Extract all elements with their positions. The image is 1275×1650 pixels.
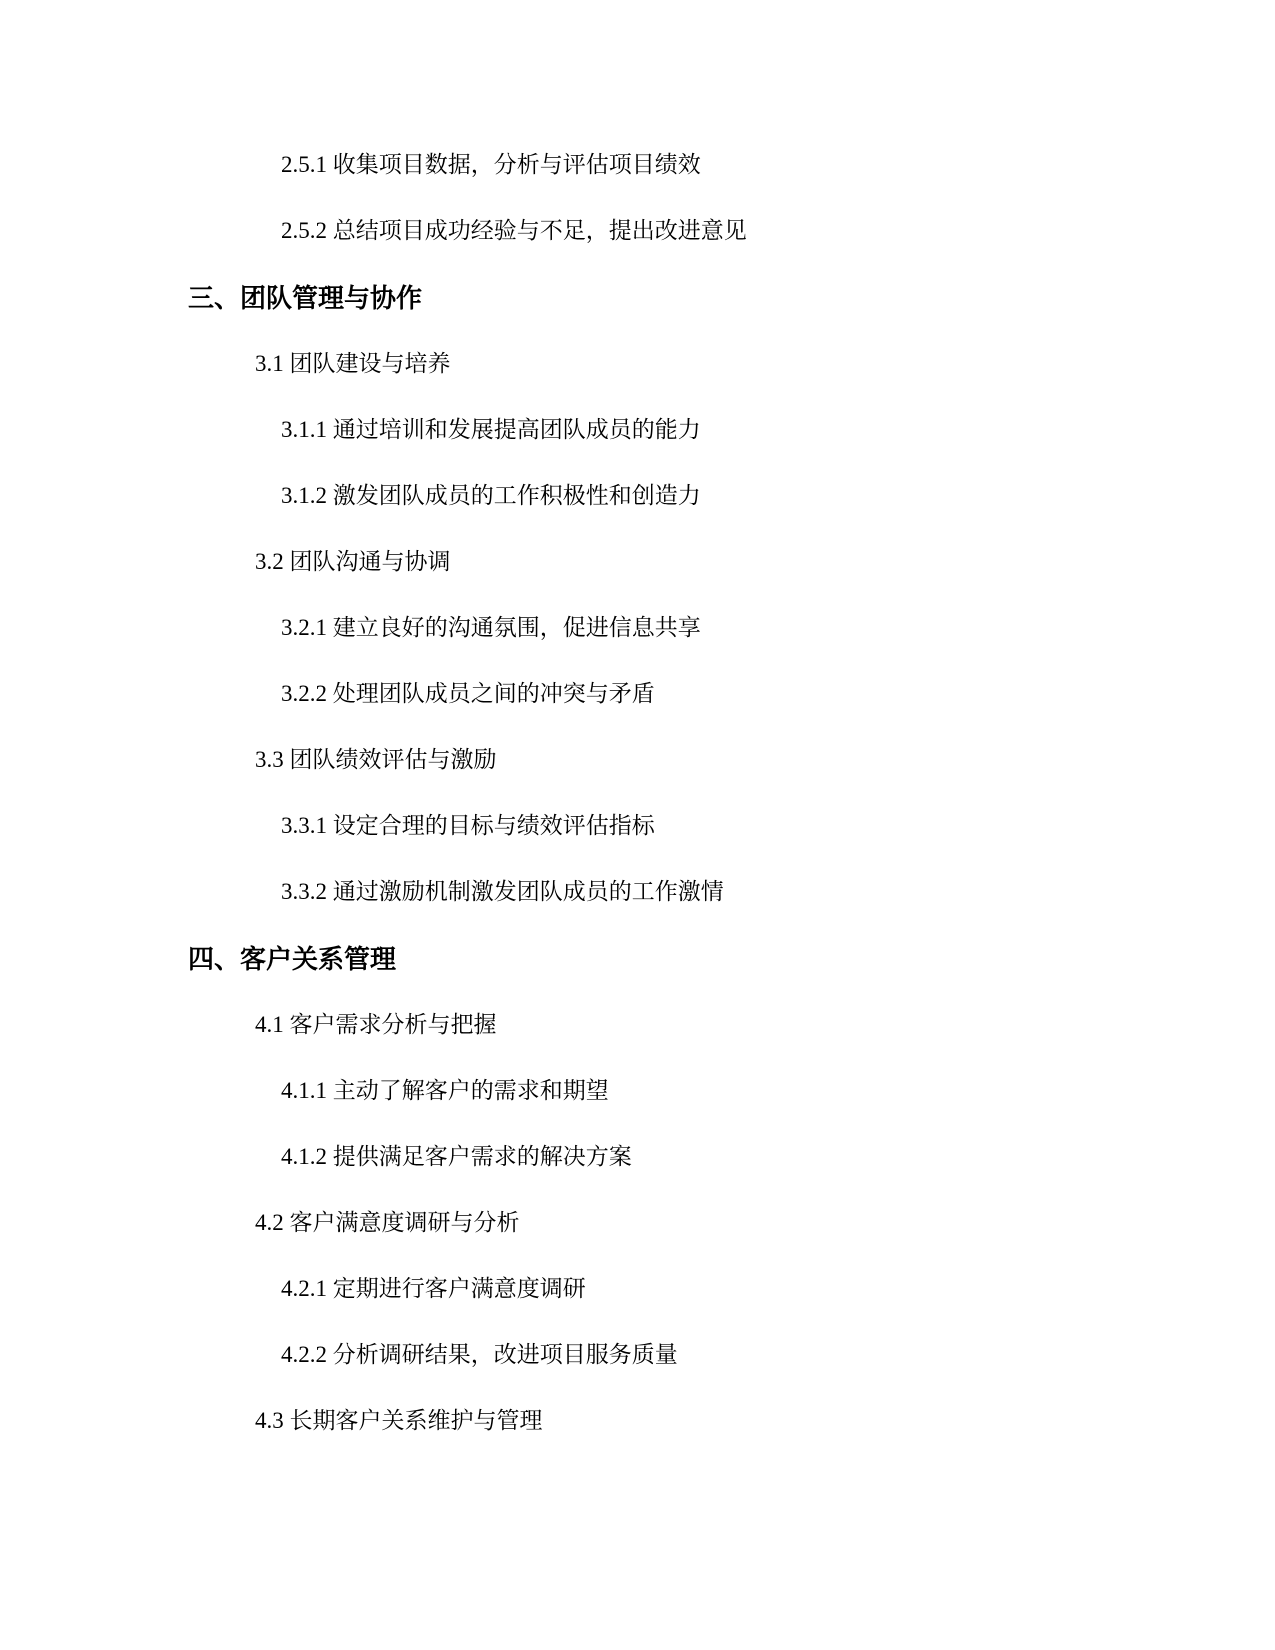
subsection-3-3: 3.3 团队绩效评估与激励 (255, 747, 497, 772)
subsection-2-5-2: 2.5.2 总结项目成功经验与不足，提出改进意见 (281, 218, 747, 243)
subsection-4-2-1: 4.2.1 定期进行客户满意度调研 (281, 1276, 586, 1301)
subsection-4-1-1: 4.1.1 主动了解客户的需求和期望 (281, 1078, 609, 1103)
section-heading-4: 四、客户关系管理 (188, 944, 397, 974)
subsection-4-2-2: 4.2.2 分析调研结果，改进项目服务质量 (281, 1342, 678, 1367)
subsection-4-1: 4.1 客户需求分析与把握 (255, 1012, 497, 1037)
subsection-3-2-1: 3.2.1 建立良好的沟通氛围，促进信息共享 (281, 615, 701, 640)
subsection-4-3: 4.3 长期客户关系维护与管理 (255, 1408, 543, 1433)
subsection-3-1-2: 3.1.2 激发团队成员的工作积极性和创造力 (281, 483, 701, 508)
subsection-3-1: 3.1 团队建设与培养 (255, 351, 451, 376)
subsection-4-2: 4.2 客户满意度调研与分析 (255, 1210, 520, 1235)
subsection-3-3-1: 3.3.1 设定合理的目标与绩效评估指标 (281, 813, 655, 838)
subsection-3-2-2: 3.2.2 处理团队成员之间的冲突与矛盾 (281, 681, 655, 706)
subsection-2-5-1: 2.5.1 收集项目数据，分析与评估项目绩效 (281, 152, 701, 177)
subsection-3-1-1: 3.1.1 通过培训和发展提高团队成员的能力 (281, 417, 701, 442)
subsection-3-3-2: 3.3.2 通过激励机制激发团队成员的工作激情 (281, 879, 724, 904)
subsection-3-2: 3.2 团队沟通与协调 (255, 549, 451, 574)
subsection-4-1-2: 4.1.2 提供满足客户需求的解决方案 (281, 1144, 632, 1169)
section-heading-3: 三、团队管理与协作 (188, 283, 423, 313)
